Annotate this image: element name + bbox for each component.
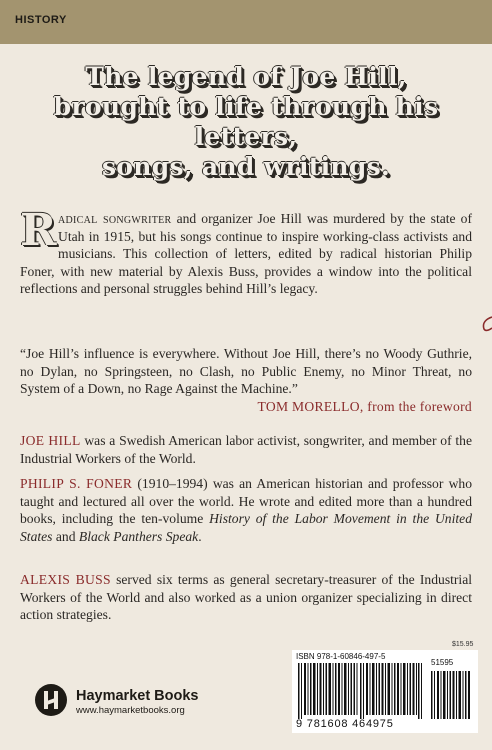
bio-text-philip-foner-b: and [52,528,79,544]
intro-paragraph [20,205,472,298]
haymarket-logo-icon [34,683,68,717]
headline [0,62,492,182]
barcode-digits: 9 781608 464975 [296,718,394,730]
book-title-black-panthers: Black Panthers Speak [78,528,199,544]
intro-body: and organizer Joe Hill was murdered by the state of Utah in 1915, but his songs continue to inspire working-class activists and musicians. This collection of letters, edited by radical historian Philip Foner, with new material by Alexis Buss, provides a window into the political reflections and personal struggles behind Hill’s legacy. [20,211,472,297]
barcode-area [292,650,478,733]
bio-name-philip-foner: PHILIP S. FONER [20,476,133,491]
headline-line-1: The legend of Joe Hill, [85,62,407,91]
barcode-icon [296,663,474,719]
bio-text-joe-hill: was a Swedish American labor activist, songwriter, and member of the Industrial Workers of the World. [20,433,472,466]
category-bar [0,0,492,44]
drop-cap: R [20,205,57,256]
headline-line-2: brought to life through his letters, [53,92,439,151]
bio-philip-foner [20,475,472,545]
intro-lead: adical songwriter [58,211,172,226]
bio-text-alexis-buss: served six terms as general secretary-treasurer of the Industrial Workers of the World and also worked as a union organizer specializing in direct action strategies. [20,572,473,623]
bio-text-philip-foner-c: . [198,528,202,544]
bio-name-joe-hill: JOE HILL [20,433,81,448]
quote-attribution: TOM MORELLO, from the foreword [257,398,472,414]
swash-ornament [480,313,492,333]
quote-text: “Joe Hill’s influence is everywhere. Without Joe Hill, there’s no Woody Guthrie, no Dylan, no Springsteen, no Clash, no Public Enemy, no Minor Threat, no System of a Down, no Rage Against the Machine.” [20,346,472,397]
price-label: $15.95 [452,641,474,648]
headline-line-3: songs, and writings. [101,152,391,181]
bio-alexis-buss [20,571,472,624]
category-label: HISTORY [15,14,67,26]
endorsement-quote [20,345,472,415]
isbn-label: ISBN 978-1-60846-497-5 [296,652,386,661]
publisher-website: www.haymarketbooks.org [76,705,185,716]
book-title-labor-movement: History of the Labor Movement in the United States [20,511,472,544]
barcode-addon-number: 51595 [431,658,454,667]
publisher-name: Haymarket Books [76,688,199,704]
bio-name-alexis-buss: ALEXIS BUSS [20,572,111,587]
bio-joe-hill [20,432,472,467]
bio-text-philip-foner-a: (1910–1994) was an American historian and professor who taught and lectured all over the world. He wrote and edited more than a hundred books, including the ten-volume [20,476,472,527]
